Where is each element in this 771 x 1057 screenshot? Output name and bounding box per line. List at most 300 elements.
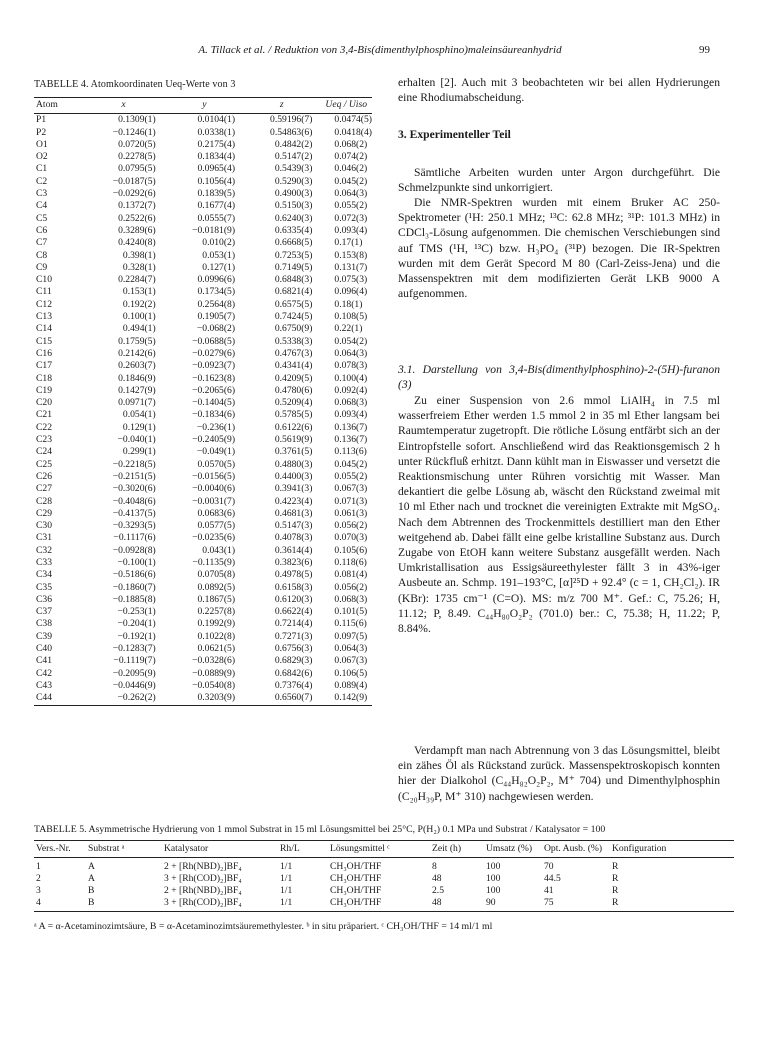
table4-cell: C9 <box>36 261 48 273</box>
table4-cell: 0.398(1) <box>122 249 156 261</box>
table4-row <box>34 385 372 397</box>
table4-cell: C12 <box>36 298 52 310</box>
table4-row <box>34 139 372 151</box>
table4-cell: 0.043(1) <box>202 544 236 556</box>
table4-cell: 0.192(2) <box>122 298 156 310</box>
table4-cell: 0.2142(6) <box>118 347 156 359</box>
table4-cell: 0.064(3) <box>334 188 368 200</box>
table4-cell: 0.067(3) <box>334 483 368 495</box>
table4-cell: 0.6122(6) <box>274 421 313 433</box>
table4-row <box>34 459 372 471</box>
table4-row <box>34 508 372 520</box>
table4-cell: −0.0688(5) <box>192 335 236 347</box>
table4-row <box>34 618 372 630</box>
table4-cell: 0.4880(3) <box>274 458 313 470</box>
table4-cell: P1 <box>36 114 47 126</box>
paragraph-synthesis: Zu einer Suspension von 2.6 mmol LiAlH₄ in 7.5 ml wasserfreiem Ether werden 1.5 mmol 2 in 35 ml Ether langsam bei Raumtemperatur zugetropft. Die rötliche Lösung entfärbt sich an der Eintropfstelle sofort. Anschließend wird das Reaktionsgemisch 2 h unter Rückfluß erhitzt. Dann kühlt man in Eiswasser und versetzt die Reaktionsmischung unter Rühren vorsichtig mit Wasser. Man dekantiert die gelbe Lösung ab, wäscht den Rückstand zweimal mit 10 ml Ether nach und trocknet die vereinigten Extrakte mit MgSO₄. Nach dem Abtrennen des Trockenmittels destilliert man den Ether weitgehend ab. Dabei fällt eine gelbe kristalline Substanz aus. Durch Zugabe von EtOH kann weitere Substanz ausgefällt werden. Nach Umkristallisation aus Essigsäureethylester fällt 3 in 43%-iger Ausbeute an. Schmp. 191–193°C, [α]²⁵D + 92.4° (c = 1, CH₂Cl₂). IR (KBr): 1735 cm⁻¹ (C=O). MS: m/z 700 M⁺. Gef.: C, 75.26; H, 11.12; P, 8.49. C₄₄H₈₀O₂P₂ (701.0) ber.: C, 75.38; H, 11.22; P, 8.84%. <box>398 394 720 636</box>
table4-cell: 0.0338(1) <box>197 126 236 138</box>
table4-cell: C33 <box>36 556 52 568</box>
table4-cell: C37 <box>36 606 52 618</box>
table5-cell: CH₃OH/THF <box>330 861 382 872</box>
table4-cell: 0.6120(3) <box>274 593 313 605</box>
table4-row <box>34 631 372 643</box>
table4-cell: 0.070(3) <box>334 532 368 544</box>
table4-cell: 0.115(6) <box>334 618 367 630</box>
table5-cell: 100 <box>486 873 501 884</box>
table4-row <box>34 397 372 409</box>
table4-cell: C30 <box>36 520 52 532</box>
table4-cell: −0.0187(5) <box>112 175 156 187</box>
table5-cell: 70 <box>544 861 554 872</box>
table4-cell: 0.3941(3) <box>274 483 313 495</box>
table4-row <box>34 286 372 298</box>
table4-caption: TABELLE 4. Atomkoordinaten Ueq-Werte von 3 <box>34 79 236 90</box>
table4-cell: C31 <box>36 532 52 544</box>
table4-row <box>34 557 372 569</box>
table4-cell: 0.106(5) <box>334 667 368 679</box>
table4-cell: 0.105(6) <box>334 544 368 556</box>
table4-cell: 0.5147(3) <box>274 520 313 532</box>
table5-cell: 1 <box>36 861 41 872</box>
table4-row <box>34 323 372 335</box>
table4-cell: 0.4780(6) <box>274 384 313 396</box>
table4-cell: 0.053(1) <box>202 249 236 261</box>
table4-cell: 0.4681(3) <box>274 507 313 519</box>
table4-cell: C15 <box>36 335 52 347</box>
table5-cell: 1/1 <box>278 897 328 912</box>
table4-cell: 0.1867(5) <box>197 593 236 605</box>
table4-row <box>34 655 372 667</box>
table4-cell: 0.3289(6) <box>118 224 156 236</box>
table5-cell: 3 <box>36 885 41 896</box>
table4-cell: C4 <box>36 200 48 212</box>
table4-cell: 0.108(5) <box>334 311 368 323</box>
table4-cell: 0.18(1) <box>334 298 363 310</box>
table4-cell: 0.0555(7) <box>197 212 236 224</box>
table4-row <box>34 680 372 692</box>
table4-cell: −0.0031(7) <box>192 495 236 507</box>
table4-cell: 0.4209(5) <box>274 372 313 384</box>
table4-cell: −0.2065(6) <box>192 384 236 396</box>
table5-cell: 1/1 <box>280 861 293 872</box>
table4-header-z: z <box>243 98 320 114</box>
table4-cell: 0.046(2) <box>334 163 368 175</box>
table4-row <box>34 643 372 655</box>
table5-header-nr: Vers.-Nr. <box>34 841 86 858</box>
table4-cell: C27 <box>36 483 52 495</box>
table4-cell: 0.0971(7) <box>118 397 156 409</box>
table4-cell: C32 <box>36 544 52 556</box>
table4-cell: 0.2278(5) <box>118 151 156 163</box>
table4-cell: C42 <box>36 667 52 679</box>
table5-cell: 1/1 <box>280 885 293 896</box>
table4-cell: C10 <box>36 274 52 286</box>
table4-cell: 0.068(3) <box>334 397 368 409</box>
table4-cell: 0.6158(3) <box>274 581 313 593</box>
table4-cell: 0.1834(4) <box>197 151 236 163</box>
table4-cell: −0.2151(5) <box>112 470 156 482</box>
table4-cell: 0.0720(5) <box>118 138 156 150</box>
table4-cell: −0.253(1) <box>117 606 156 618</box>
table4-cell: 0.092(4) <box>334 384 368 396</box>
table5-cell: CH₃OH/THF <box>330 873 382 884</box>
table4-cell: −0.3020(6) <box>112 483 156 495</box>
table4-cell: P2 <box>36 126 47 138</box>
table5-footnote: ᵃ A = α-Acetaminozimtsäure, B = α-Acetaminozimtsäuremethylester. ᵇ in situ präpariert. ᶜ CH₃OH/THF = 14 ml/1 ml <box>34 921 493 932</box>
table4-row <box>34 237 372 249</box>
section-heading: 3. Experimenteller Teil <box>398 128 511 141</box>
table5-cell: CH₃OH/THF <box>330 885 382 896</box>
table4-cell: −0.2218(5) <box>112 458 156 470</box>
table4-cell: C36 <box>36 593 52 605</box>
table4-cell: 0.068(3) <box>334 593 368 605</box>
table4-row <box>34 262 372 274</box>
table5-header-catalyst: Katalysator <box>162 841 278 858</box>
table5-cell: CH₃OH/THF <box>328 897 430 912</box>
table4-cell: −0.0279(6) <box>192 347 236 359</box>
table4-cell: C21 <box>36 409 52 421</box>
table4-cell: 0.2284(7) <box>118 274 156 286</box>
table5-header-row <box>34 841 734 858</box>
table4-row <box>34 422 372 434</box>
table4-cell: −0.192(1) <box>117 630 156 642</box>
table4-cell: −0.100(1) <box>117 556 156 568</box>
table4-cell: 0.093(4) <box>334 224 368 236</box>
table4-cell: 0.5338(3) <box>274 335 313 347</box>
table4-cell: 0.6750(9) <box>274 323 313 335</box>
table4-row <box>34 213 372 225</box>
table4-row <box>34 446 372 458</box>
table4-cell: 0.54863(6) <box>270 126 313 138</box>
table4-cell: −0.0889(9) <box>192 667 236 679</box>
table5-cell: 100 <box>486 885 501 896</box>
table4-cell: 0.064(3) <box>334 347 368 359</box>
table4-cell: 0.118(6) <box>334 556 367 568</box>
table4-cell: 0.097(5) <box>334 630 368 642</box>
table4-cell: −0.0923(7) <box>192 360 236 372</box>
table4-cell: 0.7214(4) <box>274 618 313 630</box>
table4-cell: −0.0292(6) <box>112 188 156 200</box>
table4-cell: 0.4767(3) <box>274 347 313 359</box>
table5-cell: 2 + [Rh(NBD)₂]BF₄ <box>164 885 242 896</box>
table4-cell: −0.4048(6) <box>112 495 156 507</box>
table4-cell: 0.6842(6) <box>274 667 313 679</box>
table4-cell: −0.1623(8) <box>192 372 236 384</box>
table4-row <box>34 594 372 606</box>
table4-cell: 0.2257(8) <box>197 606 236 618</box>
table5-header-yield: Opt. Ausb. (%) <box>542 841 610 858</box>
table4-cell: C35 <box>36 581 52 593</box>
table4-cell: 0.010(2) <box>202 237 236 249</box>
table4-row <box>34 409 372 421</box>
table4-cell: C16 <box>36 347 52 359</box>
table4-atomic-coordinates <box>34 97 372 706</box>
table5-cell: 8 <box>432 861 437 872</box>
table4-cell: 0.074(2) <box>334 151 368 163</box>
table4-row <box>34 274 372 286</box>
table4-cell: 0.328(1) <box>122 261 156 273</box>
table4-cell: 0.6560(7) <box>243 692 320 705</box>
table4-cell: C39 <box>36 630 52 642</box>
table4-cell: 0.0621(5) <box>197 643 236 655</box>
table4-cell: 0.7253(5) <box>274 249 313 261</box>
table4-cell: C2 <box>36 175 48 187</box>
table5-cell: B <box>86 897 162 912</box>
table4-row <box>34 200 372 212</box>
table4-cell: C24 <box>36 446 52 458</box>
table4-cell: 0.045(2) <box>334 175 368 187</box>
table4-cell: 0.136(7) <box>334 434 368 446</box>
table4-cell: 0.1839(5) <box>197 188 236 200</box>
table5-cell: 4 <box>34 897 86 912</box>
table4-cell: −0.1885(8) <box>112 593 156 605</box>
table4-cell: −0.0928(8) <box>112 544 156 556</box>
table4-cell: 0.7149(5) <box>274 261 313 273</box>
table4-cell: 0.2522(6) <box>118 212 156 224</box>
table4-cell: 0.0892(5) <box>197 581 236 593</box>
table4-row <box>34 127 372 139</box>
table4-cell: 0.6240(3) <box>274 212 313 224</box>
table4-cell: 0.5785(5) <box>274 409 313 421</box>
paragraph-nmr: Die NMR-Spektren wurden mit einem Bruker AC 250-Spektrometer (¹H: 250.1 MHz; ¹³C: 62.8 MHz; ³¹P: 101.3 MHz) in CDCl₃-Lösung aufgenommen. Die chemischen Verschiebungen sind auf TMS (¹H, ¹³C) bzw. H₃PO₄ (³¹P) bezogen. Die IR-Spektren wurden mit dem Gerät Specord M 80 (Carl-Zeiss-Jena) und die Massenspektren mit dem modifizierten Gerät LKB 9000 A aufgenommen. <box>398 196 720 301</box>
table4-cell: C6 <box>36 224 48 236</box>
table4-cell: −0.4137(5) <box>112 507 156 519</box>
table4-cell: C25 <box>36 458 52 470</box>
table4-cell: 0.3614(4) <box>274 544 313 556</box>
table4-row <box>34 360 372 372</box>
table4-row <box>34 348 372 360</box>
table5-cell: 90 <box>484 897 542 912</box>
table5-row <box>34 858 734 874</box>
table4-cell: C3 <box>36 188 48 200</box>
table4-cell: 0.4223(4) <box>274 495 313 507</box>
table5-row <box>34 885 734 897</box>
table4-cell: 0.5209(4) <box>274 397 313 409</box>
table4-cell: C41 <box>36 655 52 667</box>
table4-cell: 0.1734(5) <box>197 286 236 298</box>
table5-cell: 41 <box>544 885 554 896</box>
table4-cell: 0.0705(8) <box>197 569 236 581</box>
table4-cell: 0.1759(5) <box>118 335 156 347</box>
table4-row <box>34 176 372 188</box>
table4-cell: −0.0328(6) <box>192 655 236 667</box>
table4-cell: 0.5150(3) <box>274 200 313 212</box>
table5-header-substrate: Substrat ᵃ <box>86 841 162 858</box>
table4-cell: 0.061(3) <box>334 507 368 519</box>
table4-cell: 0.2175(4) <box>197 138 236 150</box>
table4-cell: 0.056(2) <box>334 520 368 532</box>
table4-row <box>34 434 372 446</box>
table4-cell: C19 <box>36 384 52 396</box>
table5-header-conversion: Umsatz (%) <box>484 841 542 858</box>
table4-header-ueq: Ueq / Uiso <box>320 98 372 114</box>
table5-cell: 100 <box>486 861 501 872</box>
table5-cell: 75 <box>542 897 610 912</box>
table4-cell: −0.236(1) <box>196 421 236 433</box>
table5-header-time: Zeit (h) <box>430 841 484 858</box>
table4-cell: 0.1677(4) <box>197 200 236 212</box>
table4-cell: C20 <box>36 397 52 409</box>
table5-cell: 44.5 <box>544 873 561 884</box>
table4-cell: C1 <box>36 163 48 175</box>
table5-cell: 3 + [Rh(COD)₂]BF₄ <box>164 873 242 884</box>
table4-row <box>34 668 372 680</box>
table4-cell: −0.068(2) <box>196 323 236 335</box>
table4-cell: 0.064(3) <box>334 643 368 655</box>
table4-cell: 0.0418(4) <box>334 126 372 138</box>
table4-cell: 0.299(1) <box>122 446 156 458</box>
table4-cell: 0.1427(9) <box>118 384 156 396</box>
table5-cell: 2.5 <box>432 885 444 896</box>
table5-hydrogenation <box>34 840 734 912</box>
table4-cell: 0.131(7) <box>334 261 368 273</box>
table4-row <box>34 225 372 237</box>
table5-row <box>34 897 734 912</box>
table4-cell: 0.4078(3) <box>274 532 313 544</box>
table5-cell: R <box>612 885 619 896</box>
table4-cell: −0.3293(5) <box>112 520 156 532</box>
table4-cell: 0.1056(4) <box>197 175 236 187</box>
table4-row <box>34 311 372 323</box>
table5-row <box>34 873 734 885</box>
table4-cell: C43 <box>36 679 52 691</box>
table5-caption: TABELLE 5. Asymmetrische Hydrierung von 1 mmol Substrat in 15 ml Lösungsmittel bei 25°C, P(H₂) 0.1 MPa und Substrat / Katalysator = 100 <box>34 824 606 835</box>
table4-row <box>34 114 372 127</box>
table4-cell: −0.0181(9) <box>192 224 236 236</box>
table4-cell: 0.7271(3) <box>274 630 313 642</box>
table4-cell: 0.0570(5) <box>197 458 236 470</box>
table4-cell: 0.0965(4) <box>197 163 236 175</box>
table4-cell: 0.136(7) <box>334 421 368 433</box>
table4-cell: 0.17(1) <box>334 237 363 249</box>
table4-cell: C8 <box>36 249 48 261</box>
table4-cell: 0.22(1) <box>334 323 363 335</box>
table4-cell: 0.045(2) <box>334 458 368 470</box>
table4-cell: C13 <box>36 311 52 323</box>
table4-cell: 0.5147(2) <box>274 151 313 163</box>
table4-row <box>34 471 372 483</box>
table4-cell: 0.0795(5) <box>118 163 156 175</box>
table5-cell: 3 + [Rh(COD)₂]BF₄ <box>162 897 278 912</box>
table4-cell: 0.127(1) <box>202 261 236 273</box>
table4-cell: 0.5290(3) <box>274 175 313 187</box>
table4-row <box>34 483 372 495</box>
table4-cell: −0.262(2) <box>81 692 165 705</box>
table5-cell: R <box>610 897 734 912</box>
table4-row <box>34 569 372 581</box>
table4-cell: −0.0235(6) <box>192 532 236 544</box>
table4-cell: 0.4978(5) <box>274 569 313 581</box>
table4-cell: 0.100(1) <box>122 311 156 323</box>
table4-cell: −0.040(1) <box>117 434 156 446</box>
table4-row <box>34 520 372 532</box>
table4-cell: 0.6756(3) <box>274 643 313 655</box>
table4-cell: −0.2095(9) <box>112 667 156 679</box>
table4-cell: 0.1372(7) <box>118 200 156 212</box>
table5-cell: 2 <box>36 873 41 884</box>
table4-cell: C18 <box>36 372 52 384</box>
table4-row <box>34 496 372 508</box>
table4-cell: C14 <box>36 323 52 335</box>
table4-cell: 0.494(1) <box>122 323 156 335</box>
table4-cell: −0.2405(9) <box>192 434 236 446</box>
table4-cell: 0.4341(4) <box>274 360 313 372</box>
table4-cell: C28 <box>36 495 52 507</box>
table4-cell: 0.153(1) <box>122 286 156 298</box>
table5-cell: 2 + [Rh(NBD)₂]BF₄ <box>164 861 242 872</box>
table4-row <box>34 582 372 594</box>
table4-cell: 0.6848(3) <box>274 274 313 286</box>
table5-header-rhl: Rh/L <box>278 841 328 858</box>
table4-cell: −0.1135(9) <box>192 556 236 568</box>
paragraph-general: Sämtliche Arbeiten wurden unter Argon durchgeführt. Die Schmelzpunkte sind unkorrigiert. <box>398 166 720 195</box>
table5-cell: B <box>88 885 95 896</box>
table4-cell: 0.1846(9) <box>118 372 156 384</box>
table4-cell: 0.153(8) <box>334 249 368 261</box>
subsection-heading: 3.1. Darstellung von 3,4-Bis(dimenthylphosphino)-2-(5H)-furanon (3) <box>398 363 720 392</box>
table4-header-y: y <box>166 98 243 114</box>
table4-cell: 0.113(6) <box>334 446 367 458</box>
table4-cell: 0.4400(3) <box>274 470 313 482</box>
page-number: 99 <box>699 44 710 56</box>
table4-header-atom: Atom <box>34 98 81 114</box>
table4-cell: 0.089(4) <box>334 679 368 691</box>
table4-row <box>34 606 372 618</box>
table5-cell: 48 <box>430 897 484 912</box>
table4-cell: −0.0540(8) <box>192 679 236 691</box>
table4-cell: 0.3761(5) <box>274 446 313 458</box>
table4-cell: C23 <box>36 434 52 446</box>
table4-cell: −0.0446(9) <box>112 679 156 691</box>
table4-row <box>34 151 372 163</box>
table4-row <box>34 299 372 311</box>
table4-cell: 0.067(3) <box>334 655 368 667</box>
table4-cell: 0.142(9) <box>320 692 372 705</box>
table4-row <box>34 545 372 557</box>
table5-cell: R <box>612 861 619 872</box>
table4-cell: C44 <box>34 692 81 705</box>
table4-cell: 0.081(4) <box>334 569 368 581</box>
table5-header-configuration: Konfiguration <box>610 841 734 858</box>
table4-row <box>34 163 372 175</box>
table4-cell: 0.6335(4) <box>274 224 313 236</box>
table4-cell: C29 <box>36 507 52 519</box>
table4-cell: 0.7376(4) <box>274 679 313 691</box>
table4-cell: C40 <box>36 643 52 655</box>
table4-cell: 0.6622(4) <box>274 606 313 618</box>
table4-cell: 0.1992(9) <box>197 618 236 630</box>
table4-cell: 0.054(1) <box>122 409 156 421</box>
table4-cell: −0.1834(6) <box>192 409 236 421</box>
table5-cell: R <box>612 873 619 884</box>
table4-row <box>34 188 372 200</box>
table4-cell: 0.068(2) <box>334 138 368 150</box>
table4-cell: C26 <box>36 470 52 482</box>
table4-cell: 0.072(3) <box>334 212 368 224</box>
table4-cell: O2 <box>36 151 48 163</box>
table4-cell: 0.4240(8) <box>118 237 156 249</box>
table4-cell: 0.6821(4) <box>274 286 313 298</box>
running-title: A. Tillack et al. / Reduktion von 3,4-Bis(dimenthylphosphino)maleinsäureanhydrid <box>198 44 562 56</box>
table4-header-x: x <box>81 98 165 114</box>
table4-cell: −0.1117(6) <box>113 532 156 544</box>
table4-cell: 0.096(4) <box>334 286 368 298</box>
table4-cell: C11 <box>36 286 52 298</box>
table4-cell: −0.1246(1) <box>112 126 156 138</box>
table4-cell: C34 <box>36 569 52 581</box>
table4-cell: 0.5619(9) <box>274 434 313 446</box>
table4-row <box>34 373 372 385</box>
